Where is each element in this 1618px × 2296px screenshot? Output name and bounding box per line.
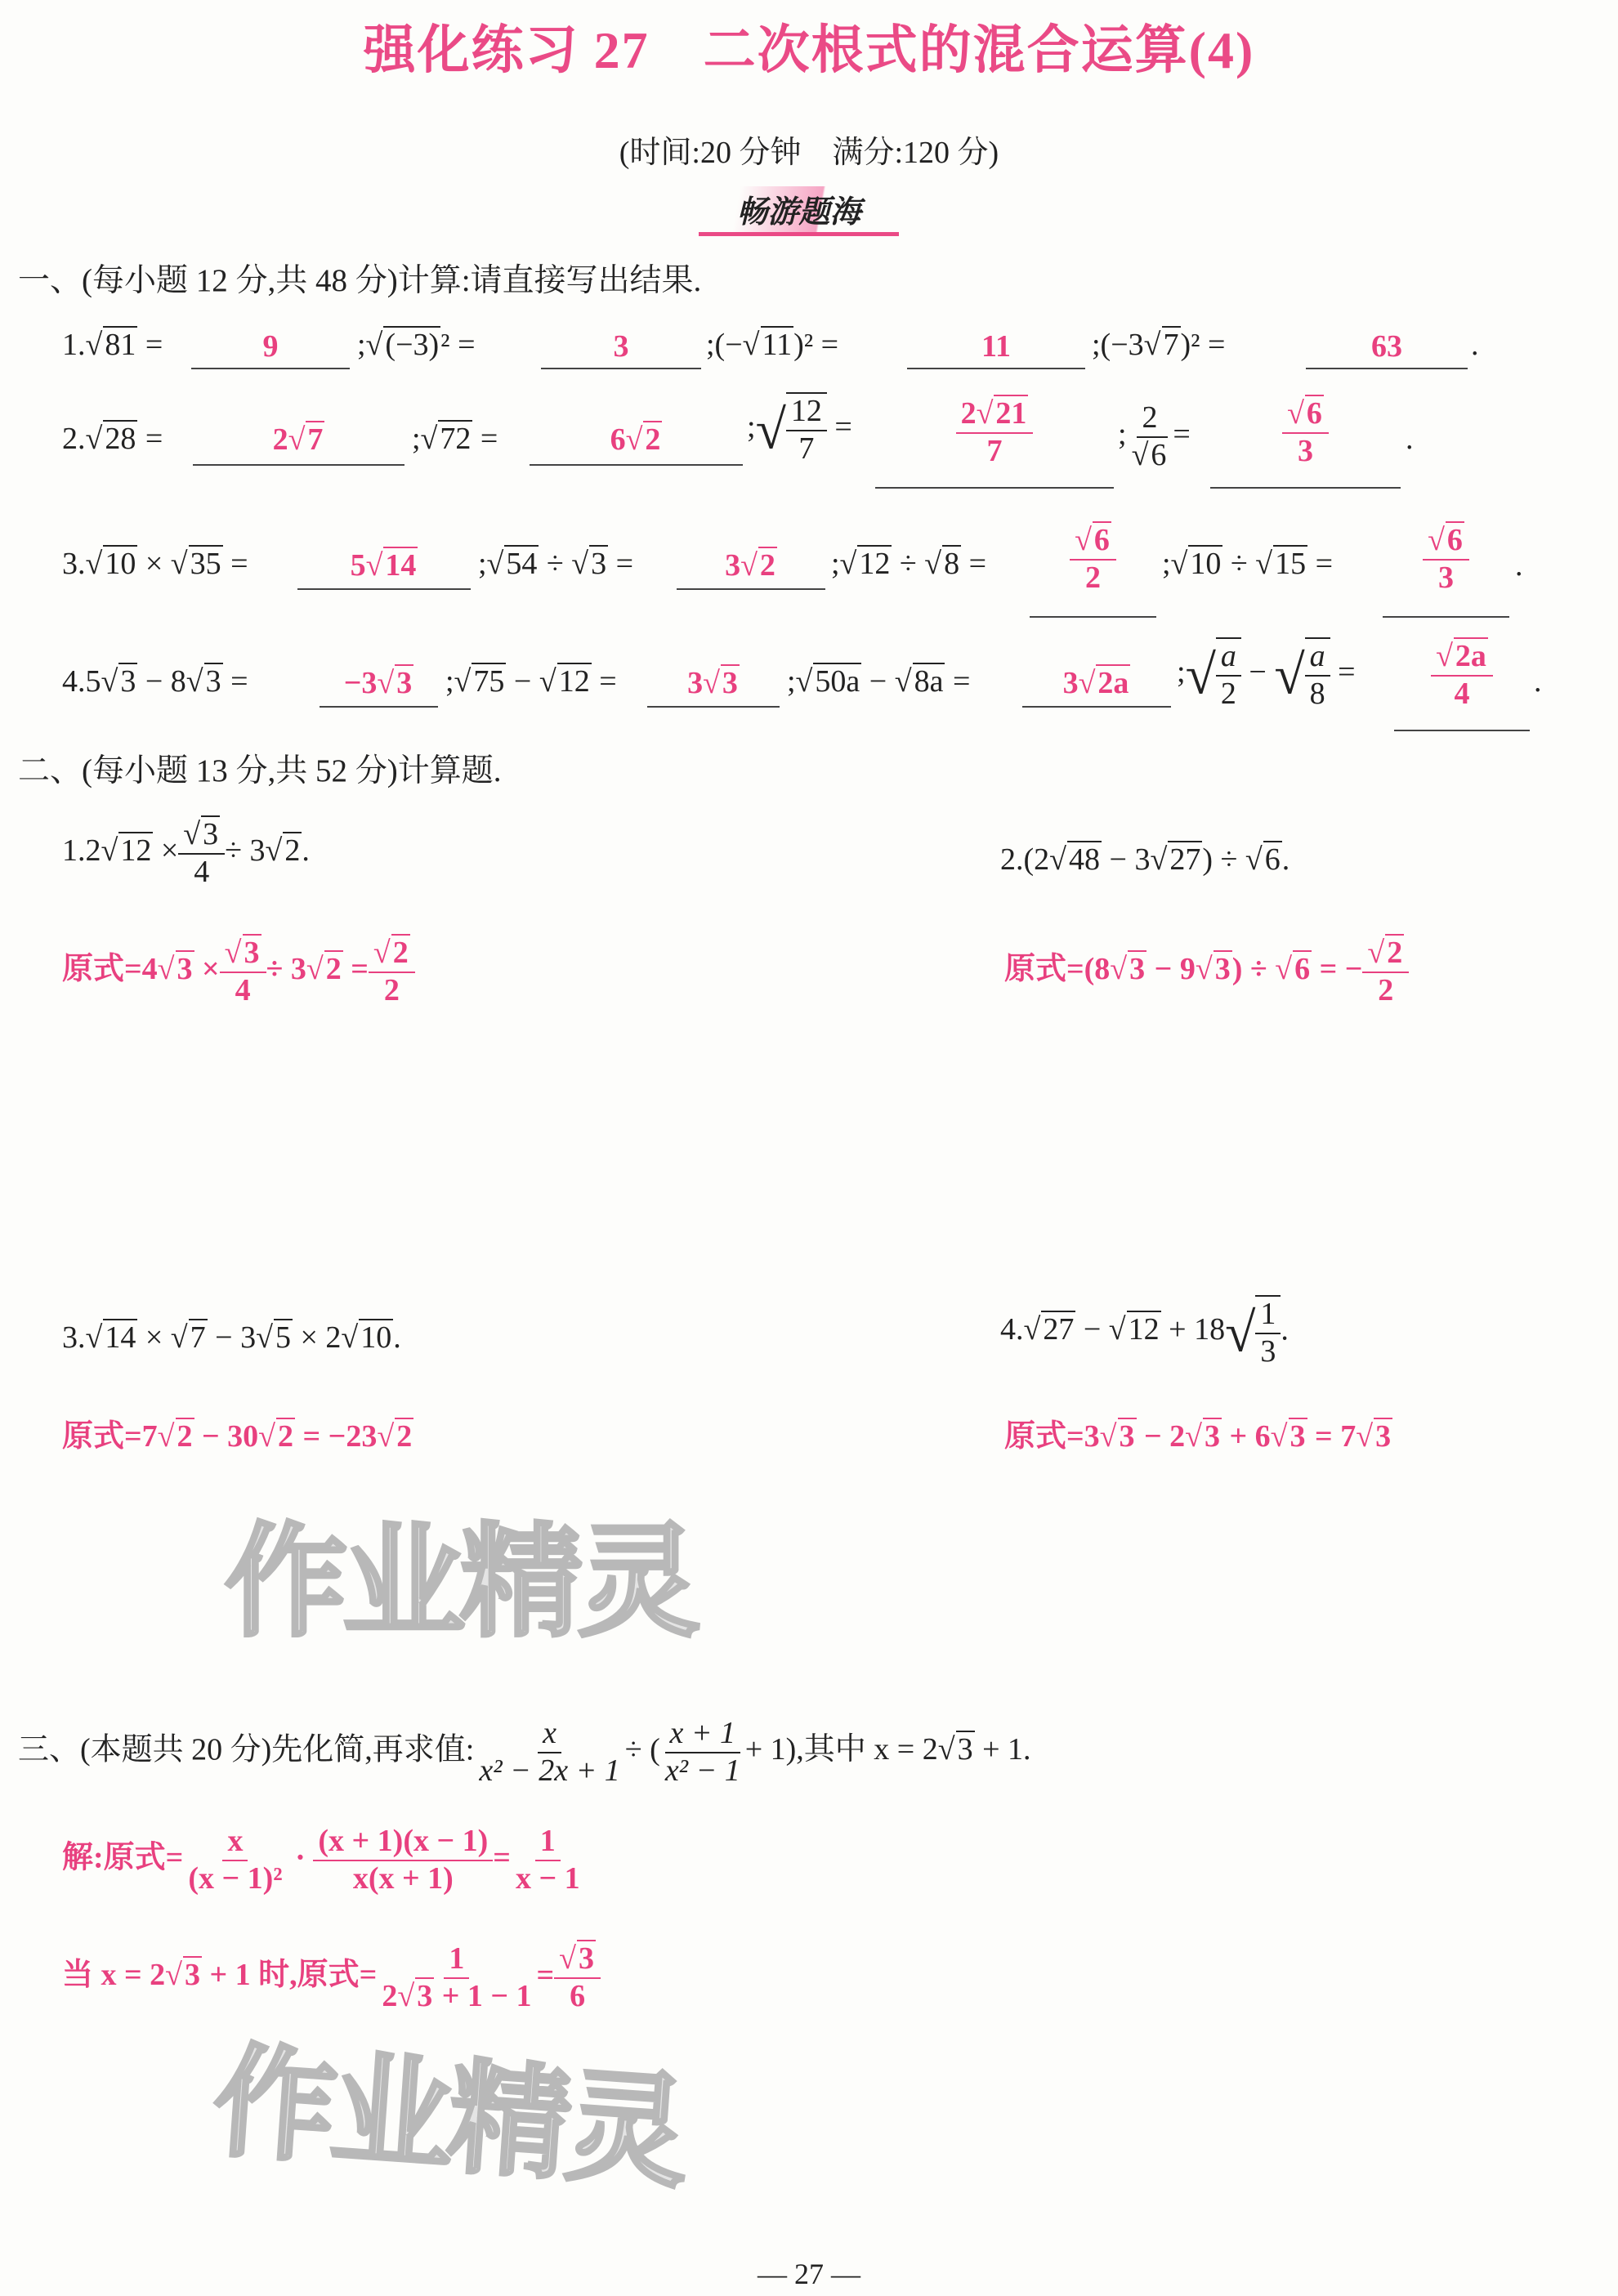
answer-blank xyxy=(1306,366,1468,369)
denominator: 3 xyxy=(1297,433,1313,468)
question: ;√10 ÷ √15 = xyxy=(1162,547,1334,581)
period: . xyxy=(1471,328,1479,362)
question: ;√(−3)² = xyxy=(357,328,476,362)
solution-3-line-1 xyxy=(62,1824,585,1896)
question: ;(−√11)² = xyxy=(706,328,839,362)
numerator: x xyxy=(222,1824,248,1861)
question: 2.√28 = xyxy=(62,422,163,456)
denominator: x² − 2x + 1 xyxy=(479,1753,620,1788)
denominator: 8 xyxy=(1309,676,1325,711)
denominator: √6 xyxy=(1131,437,1167,472)
minus: − xyxy=(1249,654,1267,690)
question: ;√75 − √12 = xyxy=(445,664,617,699)
answer-blank xyxy=(541,366,701,369)
sqrt-sign: √ xyxy=(755,398,786,461)
expr: 解:原式= xyxy=(62,1840,184,1875)
answer: 5√14 xyxy=(350,548,417,583)
numerator: √6 xyxy=(1282,396,1329,434)
answer-fraction xyxy=(1030,523,1156,596)
numerator: x + 1 xyxy=(665,1716,741,1753)
numerator: x xyxy=(538,1716,561,1753)
answer-blank xyxy=(193,462,404,466)
question xyxy=(1118,400,1191,473)
denominator: 3 xyxy=(1437,560,1454,595)
denominator: (x − 1)² xyxy=(188,1860,283,1896)
expr: 1.2√12 × xyxy=(62,833,179,869)
section-2-heading: 二、(每小题 13 分,共 52 分)计算题. xyxy=(18,753,502,788)
section-3-problem xyxy=(18,1716,1031,1789)
expr: 当 x = 2√3 + 1 时,原式= xyxy=(62,1958,378,1993)
question: ;(−3√7)² = xyxy=(1092,328,1226,362)
answer-blank xyxy=(677,587,825,590)
numerator: 1 xyxy=(535,1824,561,1861)
answer: 6√2 xyxy=(610,422,661,457)
question: 3.√10 × √35 = xyxy=(62,547,248,581)
section-banner: 畅游题海 xyxy=(699,186,899,236)
dot: · xyxy=(295,1840,306,1875)
solution-2-3: 原式=7√2 − 30√2 = −23√2 xyxy=(62,1419,413,1454)
question: ;√72 = xyxy=(412,422,498,456)
denominator: 3 xyxy=(1260,1333,1276,1369)
answer-blank xyxy=(1394,728,1530,731)
sqrt-sign: √ xyxy=(1185,643,1216,706)
numerator: √2 xyxy=(1362,936,1409,973)
question: 4.5√3 − 8√3 = xyxy=(62,664,248,699)
answer: 3√2a xyxy=(1062,666,1129,700)
answer-blank xyxy=(191,366,350,369)
answer-blank xyxy=(1383,614,1509,618)
problem-2-3: 3.√14 × √7 − 3√5 × 2√10. xyxy=(62,1320,401,1355)
separator: ; xyxy=(1118,417,1127,452)
answer-fraction xyxy=(1394,639,1530,712)
question xyxy=(747,392,852,467)
watermark: 作业精灵 xyxy=(208,2030,689,2205)
numerator: 12 xyxy=(786,394,827,431)
answer: 2√7 xyxy=(272,422,324,457)
answer-blank xyxy=(320,704,438,708)
denominator: 4 xyxy=(1454,676,1470,711)
question: 1.√81 = xyxy=(62,328,163,362)
answer: 11 xyxy=(981,329,1011,364)
answer-blank xyxy=(647,704,780,708)
equals: = xyxy=(1338,654,1356,690)
numerator: √3 xyxy=(220,936,266,973)
sqrt-sign: √ xyxy=(1225,1301,1256,1364)
solution-3-line-2 xyxy=(62,1941,601,2014)
period: . xyxy=(1281,1312,1289,1347)
problem-2-4 xyxy=(1000,1295,1289,1369)
answer-fraction xyxy=(1383,523,1509,596)
answer-blank xyxy=(1210,485,1401,489)
equals: = xyxy=(834,409,852,444)
page-number: — 27 — xyxy=(758,2258,860,2290)
denominator: x − 1 xyxy=(515,1860,580,1896)
denominator: 2 xyxy=(1220,676,1236,711)
denominator: 2 xyxy=(1378,972,1394,1007)
answer-blank xyxy=(530,462,743,466)
answer-blank xyxy=(907,366,1085,369)
answer-blank xyxy=(1030,614,1156,618)
watermark: 作业精灵 xyxy=(225,1512,696,1654)
period: . xyxy=(1534,664,1542,699)
denominator: 7 xyxy=(798,431,815,466)
expr: ÷ 3√2. xyxy=(225,833,310,869)
denominator: 4 xyxy=(235,972,251,1007)
numerator: 1 xyxy=(1255,1297,1281,1334)
equals: = xyxy=(493,1840,511,1875)
expr: 原式=(8√3 − 9√3) ÷ √6 = − xyxy=(1004,952,1363,987)
time-score-info: (时间:20 分钟 满分:120 分) xyxy=(619,136,999,170)
numerator: a xyxy=(1305,639,1330,677)
answer: −3√3 xyxy=(343,666,413,700)
expr: + 1),其中 x = 2√3 + 1. xyxy=(744,1732,1031,1767)
denominator: 4 xyxy=(194,854,210,889)
denominator: 2 xyxy=(383,972,400,1007)
expr: 原式=4√3 × xyxy=(62,952,220,987)
answer: 3√2 xyxy=(725,548,775,583)
answer-blank xyxy=(1022,704,1171,708)
answer: 3 xyxy=(613,329,629,364)
separator: ; xyxy=(747,409,756,444)
numerator: √2a xyxy=(1431,639,1493,677)
denominator: 2 xyxy=(1084,560,1101,595)
denominator: 2√3 + 1 − 1 xyxy=(382,1978,532,2013)
answer: 3√3 xyxy=(687,666,738,700)
expr: 4.√27 − √12 + 18 xyxy=(1000,1312,1226,1347)
answer-fraction xyxy=(1210,396,1401,469)
question: ;√54 ÷ √3 = xyxy=(478,547,634,581)
problem-2-1 xyxy=(62,817,310,890)
numerator: √2 xyxy=(369,936,415,973)
answer: 9 xyxy=(262,329,279,364)
numerator: 2 xyxy=(1137,400,1162,438)
numerator: √3 xyxy=(554,1941,601,1979)
answer-blank xyxy=(297,587,471,590)
question: ;√12 ÷ √8 = xyxy=(831,547,987,581)
numerator: 1 xyxy=(444,1941,469,1979)
sqrt-sign: √ xyxy=(1274,643,1305,706)
expr: ÷ ( xyxy=(624,1732,660,1767)
numerator: a xyxy=(1216,639,1241,677)
expr: ÷ 3√2 = xyxy=(266,952,369,987)
section-1-heading: 一、(每小题 12 分,共 48 分)计算:请直接写出结果. xyxy=(18,263,702,298)
question: ;√50a − √8a = xyxy=(787,664,971,699)
answer: 63 xyxy=(1371,329,1402,364)
numerator: (x + 1)(x − 1) xyxy=(313,1824,493,1861)
denominator: x(x + 1) xyxy=(352,1860,454,1896)
equals: = xyxy=(1173,417,1191,452)
numerator: 2√21 xyxy=(956,396,1034,434)
numerator: √6 xyxy=(1070,523,1116,561)
solution-2-1 xyxy=(62,936,415,1008)
answer-blank xyxy=(875,485,1114,489)
page-title: 强化练习 27 二次根式的混合运算(4) xyxy=(363,21,1255,79)
denominator: 7 xyxy=(986,433,1003,468)
period: . xyxy=(1406,422,1414,456)
numerator: √3 xyxy=(178,817,225,855)
question xyxy=(1177,637,1356,712)
solution-2-2 xyxy=(1004,936,1409,1008)
separator: ; xyxy=(1177,654,1186,690)
problem-2-2: 2.(2√48 − 3√27) ÷ √6. xyxy=(1000,842,1290,877)
answer-fraction xyxy=(875,396,1114,469)
denominator: x² − 1 xyxy=(664,1753,740,1788)
numerator: √6 xyxy=(1423,523,1469,561)
equals: = xyxy=(536,1958,555,1993)
denominator: 6 xyxy=(570,1978,586,2013)
period: . xyxy=(1515,548,1523,583)
solution-2-4: 原式=3√3 − 2√3 + 6√3 = 7√3 xyxy=(1004,1419,1392,1454)
radicand-fraction xyxy=(786,392,827,467)
heading: 三、(本题共 20 分)先化简,再求值: xyxy=(18,1732,475,1767)
